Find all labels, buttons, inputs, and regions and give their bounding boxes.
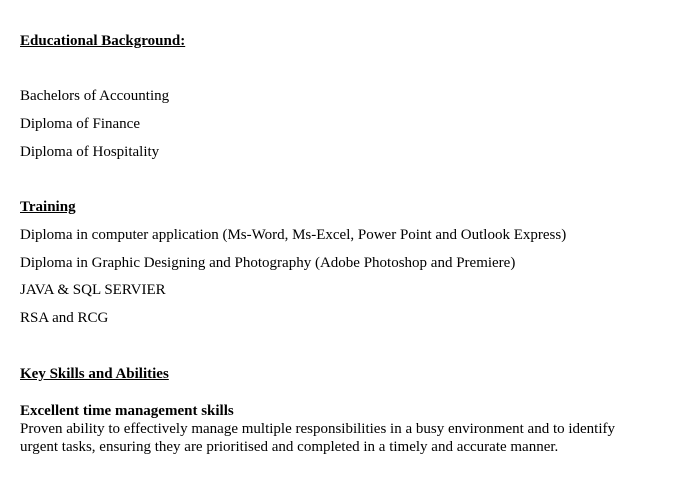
skill-description: Proven ability to effectively manage multiple responsibilities in a busy environment and to identify urgent tasks, ensuring they are prioritised and completed in a timely and accurate manner.	[20, 421, 616, 455]
education-item: Bachelors of Accounting	[20, 88, 170, 104]
training-item: RSA and RCG	[20, 310, 109, 326]
education-heading: Educational Background:	[20, 33, 186, 49]
education-item: Diploma of Finance	[20, 116, 140, 132]
training-item: JAVA & SQL SERVIER	[20, 282, 166, 298]
skill-title: Excellent time management skills	[20, 403, 234, 419]
education-item: Diploma of Hospitality	[20, 144, 160, 160]
training-heading: Training	[20, 199, 76, 215]
training-item: Diploma in computer application (Ms-Word, Ms-Excel, Power Point and Outlook Express)	[20, 227, 567, 243]
training-item: Diploma in Graphic Designing and Photography (Adobe Photoshop and Premiere)	[20, 255, 516, 271]
skills-heading: Key Skills and Abilities	[20, 366, 169, 382]
